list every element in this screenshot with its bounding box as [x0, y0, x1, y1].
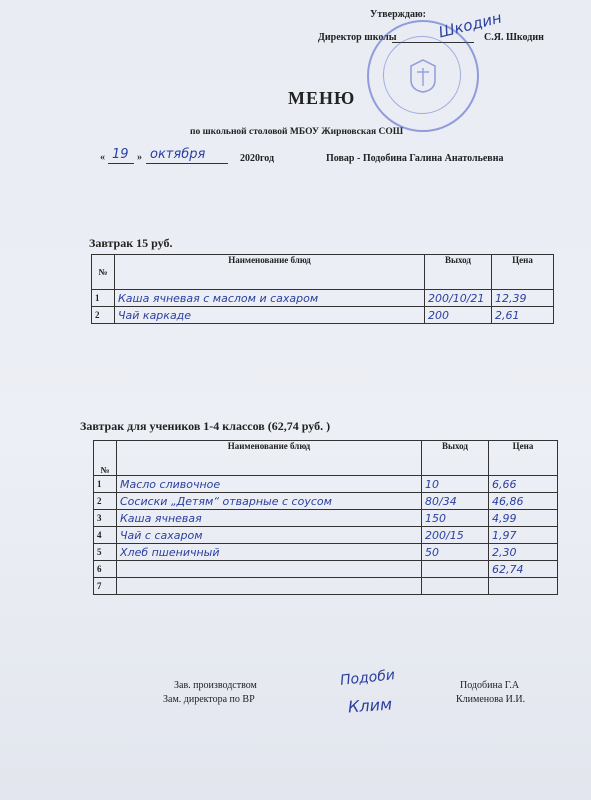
dish-output: 80/34 — [422, 493, 489, 510]
date-day-line — [108, 163, 134, 164]
footer-label-production: Зав. производством — [174, 680, 257, 691]
col-price: Цена — [492, 255, 554, 290]
date-day: 19 — [112, 147, 129, 162]
dish-price: 1,97 — [489, 527, 558, 544]
row-number: 7 — [94, 578, 117, 595]
school-stamp — [367, 20, 479, 132]
page-subtitle: по школьной столовой МБОУ Жирновская СОШ — [190, 127, 404, 137]
deputy-signature: Клим — [347, 694, 393, 717]
footer-label-deputy: Зам. директора по ВР — [163, 694, 255, 705]
dish-output: 200/15 — [422, 527, 489, 544]
table-header-row — [92, 255, 554, 290]
dish-output: 50 — [422, 544, 489, 561]
dish-price: 6,66 — [489, 476, 558, 493]
dish-output: 200 — [425, 307, 492, 324]
dish-name: Каша ячневая — [117, 510, 422, 527]
col-price: Цена — [489, 441, 558, 476]
dish-output: 150 — [422, 510, 489, 527]
row-number: 1 — [94, 476, 117, 493]
table-row — [94, 476, 558, 493]
dish-name: Хлеб пшеничный — [117, 544, 422, 561]
row-number: 2 — [92, 307, 115, 324]
dish-price — [489, 578, 558, 595]
date-quote-close: » — [137, 152, 142, 163]
dish-name: Каша ячневая с маслом и сахаром — [115, 290, 425, 307]
dish-output: 10 — [422, 476, 489, 493]
dish-price: 12,39 — [492, 290, 554, 307]
table-row — [94, 561, 558, 578]
production-signature: Подоби — [339, 667, 396, 689]
director-signature: Шкодин — [436, 8, 504, 42]
dish-price: 2,30 — [489, 544, 558, 561]
breakfast-table — [91, 254, 554, 324]
table-row — [94, 493, 558, 510]
dish-price: 46,86 — [489, 493, 558, 510]
approval-name: С.Я. Шкодин — [484, 32, 544, 43]
col-output: Выход — [422, 441, 489, 476]
section2-title: Завтрак для учеников 1-4 классов (62,74 руб. ) — [80, 419, 331, 433]
approval-position: Директор школы — [318, 32, 397, 43]
row-number: 4 — [94, 527, 117, 544]
row-number: 5 — [94, 544, 117, 561]
dish-name — [117, 561, 422, 578]
table-row — [94, 527, 558, 544]
date-month-line — [146, 163, 228, 164]
stamp-emblem-icon — [407, 58, 439, 94]
page-title: МЕНЮ — [288, 88, 356, 108]
dish-name — [117, 578, 422, 595]
footer-name-deputy: Клименова И.И. — [456, 694, 526, 705]
primary-breakfast-table — [93, 440, 558, 595]
table-row — [94, 578, 558, 595]
date-month: октября — [150, 147, 206, 162]
table-header-row — [94, 441, 558, 476]
footer-name-production: Подобина Г.А — [460, 680, 520, 691]
dish-name: Чай каркаде — [115, 307, 425, 324]
row-number: 1 — [92, 290, 115, 307]
col-dish: Наименование блюд — [115, 255, 425, 290]
dish-output: 200/10/21 — [425, 290, 492, 307]
dish-output — [422, 578, 489, 595]
row-number: 6 — [94, 561, 117, 578]
col-output: Выход — [425, 255, 492, 290]
row-number: 2 — [94, 493, 117, 510]
row-number: 3 — [94, 510, 117, 527]
dish-name: Чай с сахаром — [117, 527, 422, 544]
table-row — [94, 544, 558, 561]
table-row — [92, 307, 554, 324]
col-number: № — [92, 255, 115, 290]
date-quote-open: « — [100, 152, 105, 163]
total-price: 62,74 — [489, 561, 558, 578]
table-row — [92, 290, 554, 307]
approval-title: Утверждаю: — [370, 9, 426, 20]
table-row — [94, 510, 558, 527]
dish-price: 2,61 — [492, 307, 554, 324]
cook-name: Повар - Подобина Галина Анатольевна — [326, 153, 504, 164]
dish-output — [422, 561, 489, 578]
col-number: № — [94, 441, 117, 476]
date-year: 2020год — [240, 153, 275, 164]
dish-name: Сосиски „Детям“ отварные с соусом — [117, 493, 422, 510]
dish-name: Масло сливочное — [117, 476, 422, 493]
dish-price: 4,99 — [489, 510, 558, 527]
col-dish: Наименование блюд — [117, 441, 422, 476]
section1-title: Завтрак 15 руб. — [89, 236, 173, 250]
